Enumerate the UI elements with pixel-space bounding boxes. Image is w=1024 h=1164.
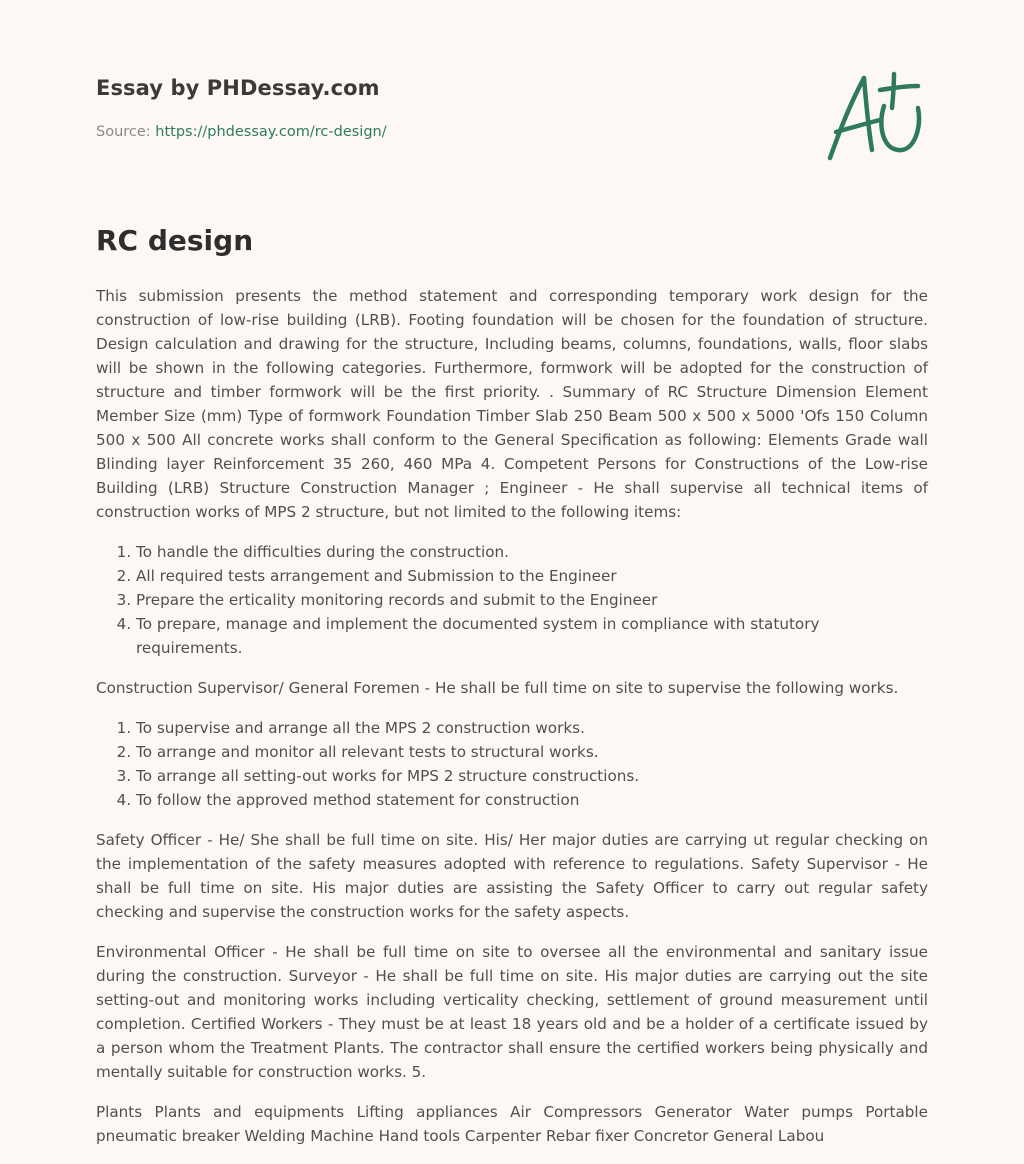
- paragraph: This submission presents the method statement and corresponding temporary work design for the construction of low-rise building (LRB). Footing foundation will be chosen for the foundation of structure. Design calculation and drawing for the structure, Including beams, columns, foundations, walls, floor slabs will be shown in the following categories. Furthermore, formwork will be adopted for the construction of structure and timber formwork will be the first priority. . Summary of RC Structure Dimension Element Member Size (mm) Type of formwork Foundation Timber Slab 250 Beam 500 x 500 x 5000 'Ofs 150 Column 500 x 500 All concrete works shall conform to the General Specification as following: Elements Grade wall Blinding layer Reinforcement 35 260, 460 MPa 4. Competent Persons for Constructions of the Low-rise Building (LRB) Structure Construction Manager ; Engineer - He shall supervise all technical items of construction works of MPS 2 structure, but not limited to the following items:: [96, 287, 928, 521]
- paragraph: Environmental Officer - He shall be full time on site to oversee all the environmental and sanitary issue during the construction. Surveyor - He shall be full time on site. His major duties are carrying out the site setting-out and monitoring works including verticality checking, settlement of ground measurement until completion. Certified Workers - They must be at least 18 years old and be a holder of a certificate issued by a person whom the Treatment Plants. The contractor shall ensure the certified workers being physically and mentally suitable for construction works. 5.: [96, 943, 928, 1081]
- paragraph: Safety Officer - He/ She shall be full time on site. His/ Her major duties are carrying ut regular checking on the implementation of the safety measures adopted with reference to regulations. Safety Supervisor - He shall be full time on site. His major duties are assisting the Safety Officer to carry out regular safety checking and supervise the construction works for the safety aspects.: [96, 831, 928, 921]
- source-label: Source:: [96, 124, 156, 140]
- duties-list: [96, 540, 928, 660]
- list-item: 1. To supervise and arrange all the MPS 2 construction works.: [136, 716, 928, 740]
- list-item: 1. To handle the difficulties during the construction.: [136, 540, 928, 564]
- a-plus-logo-icon: [822, 68, 928, 164]
- supervisor-works-list: [96, 716, 928, 812]
- source-link[interactable]: https://phdessay.com/rc-design/: [155, 124, 387, 140]
- page-header: [96, 76, 928, 140]
- paragraph: Construction Supervisor/ General Foremen - He shall be full time on site to supervise the following works.: [96, 679, 899, 697]
- list-item: 3. Prepare the erticality monitoring records and submit to the Engineer: [136, 588, 928, 612]
- article-title: RC design: [96, 224, 254, 257]
- list-item: 3. To arrange all setting-out works for MPS 2 structure constructions.: [136, 764, 928, 788]
- article-body: [96, 284, 928, 1164]
- source-line: [96, 124, 387, 140]
- list-item: 4. To follow the approved method statement for construction: [136, 788, 928, 812]
- paragraph: Plants Plants and equipments Lifting appliances Air Compressors Generator Water pumps Portable pneumatic breaker Welding Machine Hand tools Carpenter Rebar fixer Concretor General Labou: [96, 1103, 928, 1145]
- list-item: 4. To prepare, manage and implement the documented system in compliance with statutory requirements.: [136, 612, 928, 660]
- list-item: 2. To arrange and monitor all relevant tests to structural works.: [136, 740, 928, 764]
- list-item: 2. All required tests arrangement and Submission to the Engineer: [136, 564, 928, 588]
- site-title: Essay by PHDessay.com: [96, 76, 380, 100]
